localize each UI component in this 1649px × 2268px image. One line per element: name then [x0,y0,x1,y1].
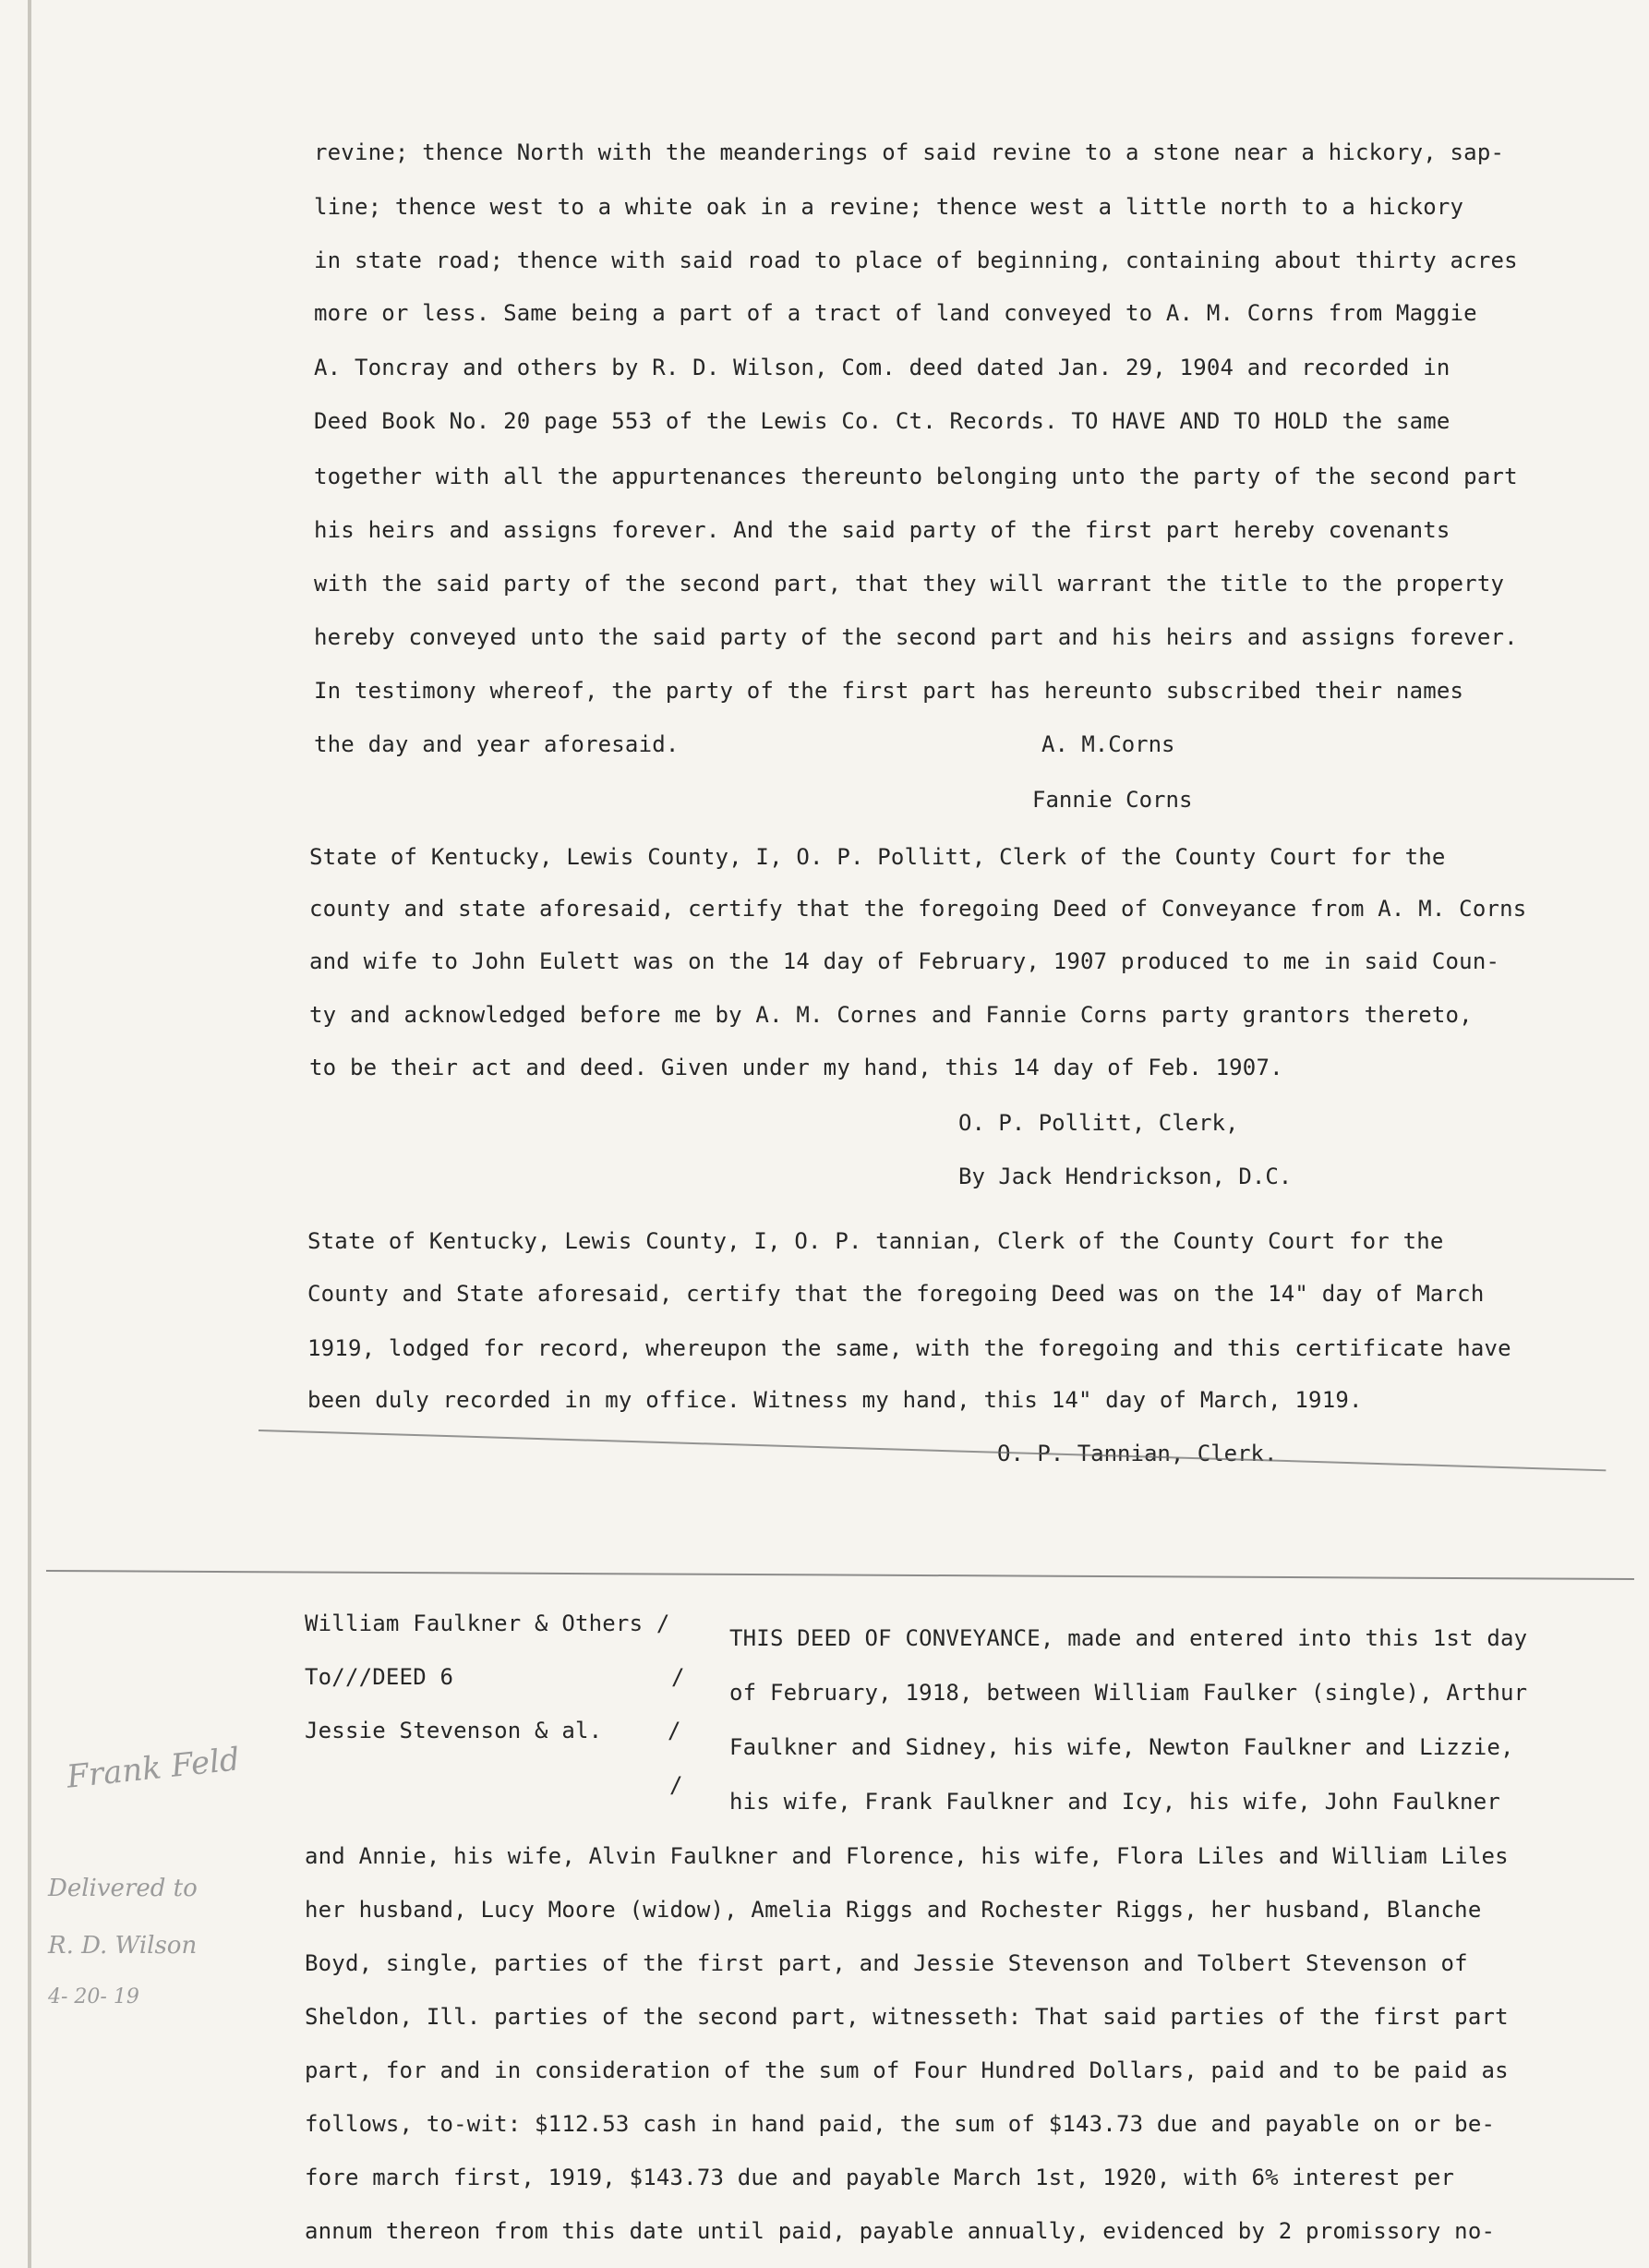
text-line: THIS DEED OF CONVEYANCE, made and entered into this 1st day [729,1625,1528,1651]
text-line: his heirs and assigns forever. And the said party of the first part hereby covenants [314,517,1450,543]
caption-slash: / [668,1718,681,1743]
text-line: the day and year aforesaid. [314,731,680,757]
text-line: revine; thence North with the meanderings of said revine to a stone near a hickory, sap- [314,139,1505,165]
deputy-clerk-signature: By Jack Hendrickson, D.C. [958,1164,1293,1189]
text-line: and wife to John Eulett was on the 14 day of February, 1907 produced to me in said Coun- [309,948,1500,974]
signature-grantor: Fannie Corns [1032,787,1193,813]
text-line: State of Kentucky, Lewis County, I, O. P. tannian, Clerk of the County Court for the [307,1228,1444,1254]
text-line: together with all the appurtenances thereunto belonging unto the party of the second part [314,464,1518,489]
text-line: of February, 1918, between William Faulker (single), Arthur [729,1680,1528,1706]
section-separator-line [46,1570,1634,1580]
caption-deed-label: To///DEED 6 [305,1664,454,1690]
caption-slash: / [671,1664,685,1690]
text-line: Sheldon, Ill. parties of the second part, witnesseth: That said parties of the first part [305,2004,1509,2030]
margin-note-delivered: Delivered to [48,1875,198,1902]
text-line: her husband, Lucy Moore (widow), Amelia Riggs and Rochester Riggs, her husband, Blanche [305,1897,1482,1923]
margin-note-date: 4- 20- 19 [48,1985,139,2009]
text-line: county and state aforesaid, certify that the foregoing Deed of Conveyance from A. M. Corns [309,896,1527,922]
text-line: hereby conveyed unto the said party of the second part and his heirs and assigns forever. [314,624,1518,650]
signature-grantor: A. M.Corns [1041,731,1175,757]
text-line: to be their act and deed. Given under my hand, this 14 day of Feb. 1907. [309,1055,1283,1080]
clerk-signature: O. P. Tannian, Clerk. [997,1441,1278,1466]
text-line: Faulkner and Sidney, his wife, Newton Faulkner and Lizzie, [729,1734,1514,1760]
text-line: part, for and in consideration of the sum of Four Hundred Dollars, paid and to be paid as [305,2057,1509,2083]
margin-note-handwritten: Frank Feld [65,1741,242,1796]
binding-edge [28,0,31,2268]
text-line: his wife, Frank Faulkner and Icy, his wife, John Faulkner [729,1789,1501,1815]
slanted-separator-line [259,1430,1606,1471]
caption-grantors: William Faulkner & Others / [305,1611,670,1636]
text-line: State of Kentucky, Lewis County, I, O. P. Pollitt, Clerk of the County Court for the [309,844,1446,870]
text-line: annum thereon from this date until paid, payable annually, evidenced by 2 promissory no- [305,2218,1496,2244]
text-line: 1919, lodged for record, whereupon the same, with the foregoing and this certificate have [307,1335,1511,1361]
text-line: more or less. Same being a part of a tract of land conveyed to A. M. Corns from Maggie [314,300,1477,326]
text-line: ty and acknowledged before me by A. M. Cornes and Fannie Corns party grantors thereto, [309,1002,1473,1028]
text-line: Boyd, single, parties of the first part, and Jessie Stevenson and Tolbert Stevenson of [305,1950,1468,1976]
text-line: in state road; thence with said road to place of beginning, containing about thirty acres [314,247,1518,273]
text-line: follows, to-wit: $112.53 cash in hand paid, the sum of $143.73 due and payable on or be- [305,2111,1496,2137]
margin-note-recipient: R. D. Wilson [48,1932,198,1960]
text-line: A. Toncray and others by R. D. Wilson, Com. deed dated Jan. 29, 1904 and recorded in [314,355,1450,380]
text-line: fore march first, 1919, $143.73 due and payable March 1st, 1920, with 6% interest per [305,2165,1455,2190]
text-line: County and State aforesaid, certify that the foregoing Deed was on the 14" day of March [307,1281,1485,1307]
text-line: In testimony whereof, the party of the first part has hereunto subscribed their names [314,678,1464,704]
caption-grantees: Jessie Stevenson & al. [305,1718,603,1743]
clerk-signature: O. P. Pollitt, Clerk, [958,1110,1239,1136]
text-line: Deed Book No. 20 page 553 of the Lewis Co. Ct. Records. TO HAVE AND TO HOLD the same [314,408,1450,434]
text-line: line; thence west to a white oak in a revine; thence west a little north to a hickory [314,194,1464,220]
text-line: been duly recorded in my office. Witness my hand, this 14" day of March, 1919. [307,1387,1363,1413]
caption-slash: / [669,1772,683,1798]
text-line: and Annie, his wife, Alvin Faulkner and Florence, his wife, Flora Liles and William Liles [305,1843,1509,1869]
text-line: with the said party of the second part, that they will warrant the title to the property [314,571,1505,597]
